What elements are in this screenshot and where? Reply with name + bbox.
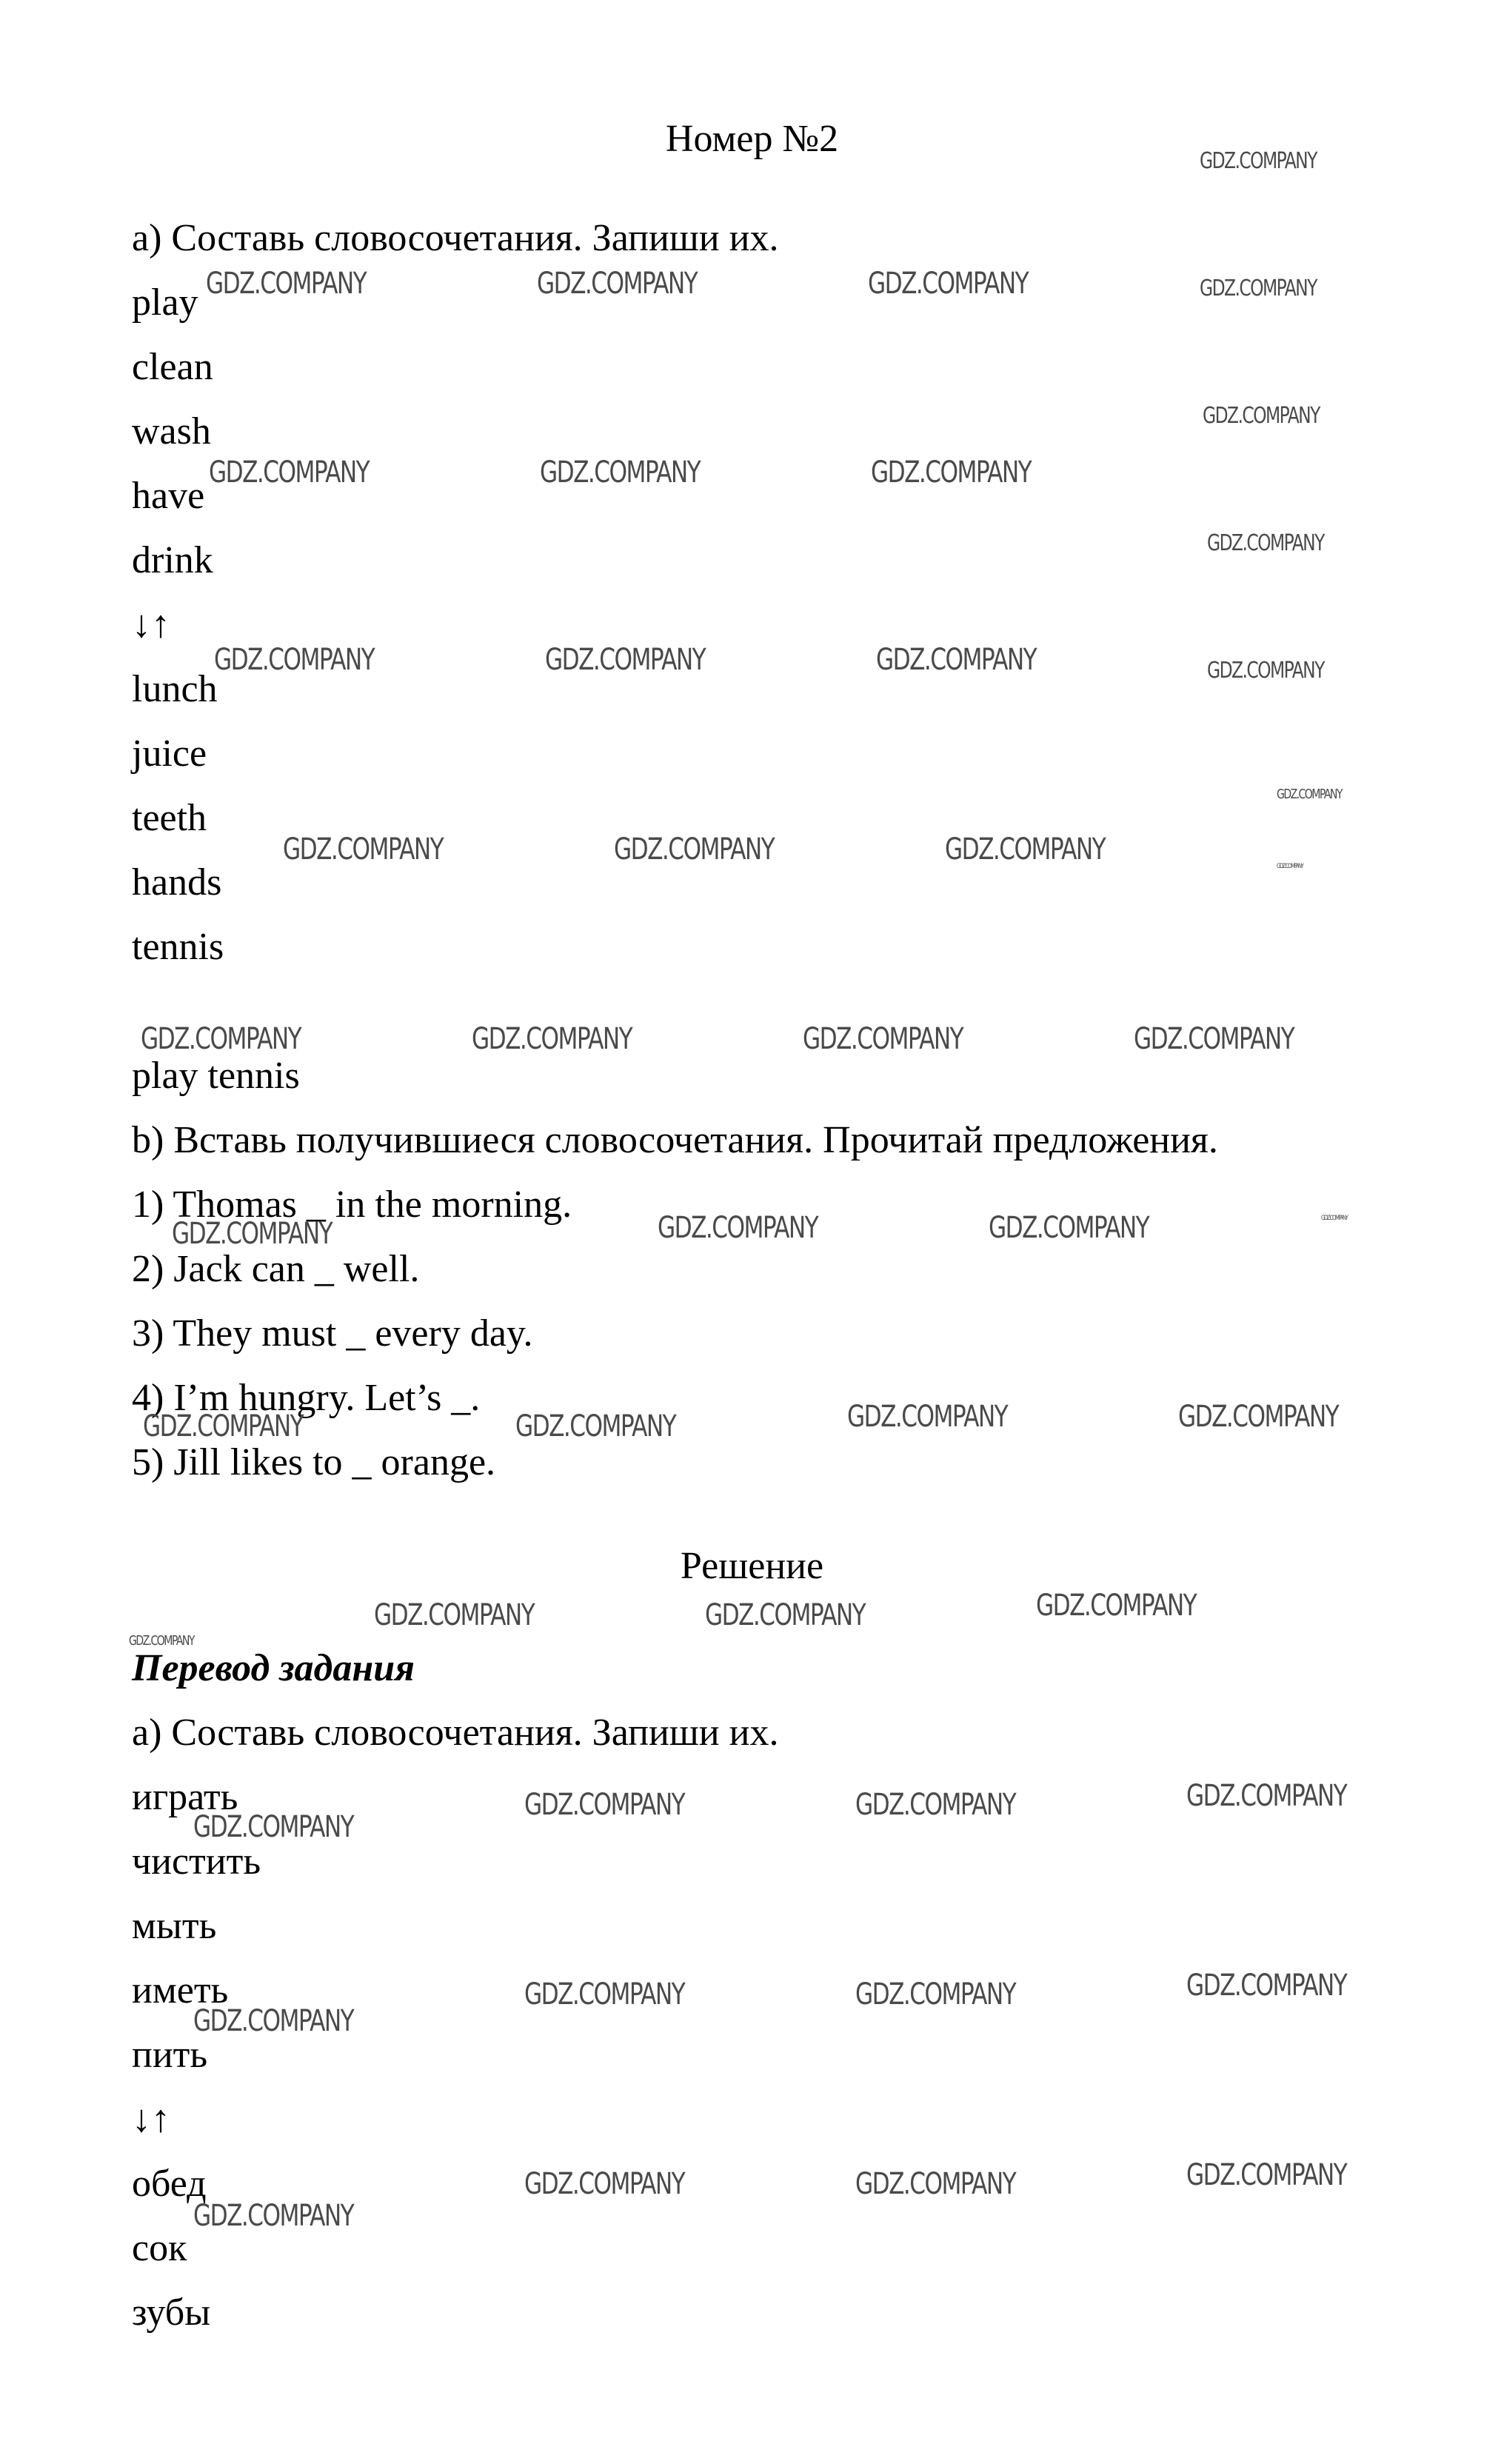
arrows-symbol: ↓↑: [132, 604, 170, 646]
watermark: GDZ.COMPANY: [524, 2167, 685, 2201]
watermark: GDZ.COMPANY: [515, 1409, 676, 1443]
watermark: GDZ.COMPANY: [1200, 148, 1317, 174]
watermark: GDZ.COMPANY: [209, 455, 370, 490]
watermark: GDZ.COMPANY: [141, 1022, 301, 1056]
verb-item: clean: [132, 346, 213, 388]
watermark: GDZ.COMPANY: [1321, 1215, 1348, 1222]
watermark: GDZ.COMPANY: [871, 455, 1032, 490]
translated-verb: чистить: [132, 1840, 261, 1883]
watermark: GDZ.COMPANY: [129, 1633, 194, 1649]
watermark: GDZ.COMPANY: [855, 2167, 1016, 2201]
watermark: GDZ.COMPANY: [1186, 2158, 1347, 2192]
translated-noun: обед: [132, 2163, 207, 2205]
watermark: GDZ.COMPANY: [1203, 403, 1320, 429]
translated-verb: иметь: [132, 1969, 229, 2011]
watermark: GDZ.COMPANY: [1207, 530, 1324, 556]
watermark: GDZ.COMPANY: [1200, 276, 1317, 301]
watermark: GDZ.COMPANY: [945, 832, 1106, 867]
watermark: GDZ.COMPANY: [206, 267, 367, 301]
watermark: GDZ.COMPANY: [214, 643, 375, 677]
translated-verb: пить: [132, 2034, 208, 2076]
watermark: GDZ.COMPANY: [472, 1022, 632, 1056]
watermark: GDZ.COMPANY: [1277, 787, 1342, 802]
watermark: GDZ.COMPANY: [540, 455, 701, 490]
watermark: GDZ.COMPANY: [193, 2199, 354, 2233]
watermark: GDZ.COMPANY: [524, 1788, 685, 1822]
sentence-item: 5) Jill likes to _ orange.: [132, 1441, 496, 1483]
sentence-item: 4) I’m hungry. Let’s _.: [132, 1377, 481, 1419]
watermark: GDZ.COMPANY: [143, 1409, 304, 1443]
verb-item: play: [132, 281, 198, 324]
sentence-item: 2) Jack can _ well.: [132, 1248, 420, 1290]
watermark: GDZ.COMPANY: [705, 1598, 866, 1632]
watermark: GDZ.COMPANY: [172, 1217, 332, 1251]
watermark: GDZ.COMPANY: [1134, 1022, 1294, 1056]
task-b-heading: b) Вставь получившиеся словосочетания. Прочитай предложения.: [132, 1119, 1218, 1161]
watermark: GDZ.COMPANY: [193, 2004, 354, 2038]
watermark: GDZ.COMPANY: [855, 1788, 1016, 1822]
verb-item: have: [132, 475, 205, 517]
watermark: GDZ.COMPANY: [847, 1400, 1008, 1434]
page-title: Номер №2: [665, 118, 839, 160]
task-a-heading: a) Составь словосочетания. Запиши их.: [132, 217, 779, 259]
watermark: GDZ.COMPANY: [868, 267, 1029, 301]
translation-heading: Перевод задания: [132, 1647, 415, 1689]
noun-item: teeth: [132, 797, 207, 839]
solution-title: Решение: [680, 1545, 824, 1587]
watermark: GDZ.COMPANY: [524, 1977, 685, 2011]
translated-verb: мыть: [132, 1905, 217, 1947]
verb-item: drink: [132, 539, 213, 581]
noun-item: hands: [132, 861, 222, 904]
watermark: GDZ.COMPANY: [545, 643, 706, 677]
sentence-item: 3) They must _ every day.: [132, 1312, 533, 1355]
watermark: GDZ.COMPANY: [1207, 658, 1324, 684]
watermark: GDZ.COMPANY: [1178, 1400, 1339, 1434]
example-phrase: play tennis: [132, 1055, 300, 1097]
noun-item: lunch: [132, 668, 218, 710]
watermark: GDZ.COMPANY: [855, 1977, 1016, 2011]
watermark: GDZ.COMPANY: [803, 1022, 963, 1056]
watermark: GDZ.COMPANY: [876, 643, 1037, 677]
sentence-item: 1) Thomas _ in the morning.: [132, 1183, 572, 1226]
watermark: GDZ.COMPANY: [193, 1810, 354, 1844]
watermark: GDZ.COMPANY: [1186, 1969, 1347, 2003]
translated-noun: сок: [132, 2227, 187, 2269]
watermark: GDZ.COMPANY: [1036, 1589, 1197, 1623]
noun-item: tennis: [132, 926, 224, 968]
watermark: GDZ.COMPANY: [1186, 1779, 1347, 1813]
watermark: GDZ.COMPANY: [658, 1211, 818, 1245]
translation-arrows-symbol: ↓↑: [132, 2098, 170, 2140]
watermark: GDZ.COMPANY: [537, 267, 698, 301]
watermark: GDZ.COMPANY: [1277, 863, 1303, 870]
translated-verb: играть: [132, 1776, 238, 1818]
watermark: GDZ.COMPANY: [374, 1598, 535, 1632]
noun-item: juice: [132, 732, 207, 775]
watermark: GDZ.COMPANY: [614, 832, 775, 867]
watermark: GDZ.COMPANY: [283, 832, 444, 867]
translation-task-a-heading: а) Составь словосочетания. Запиши их.: [132, 1712, 779, 1754]
verb-item: wash: [132, 410, 211, 453]
translated-noun: зубы: [132, 2291, 211, 2334]
watermark: GDZ.COMPANY: [989, 1211, 1149, 1245]
